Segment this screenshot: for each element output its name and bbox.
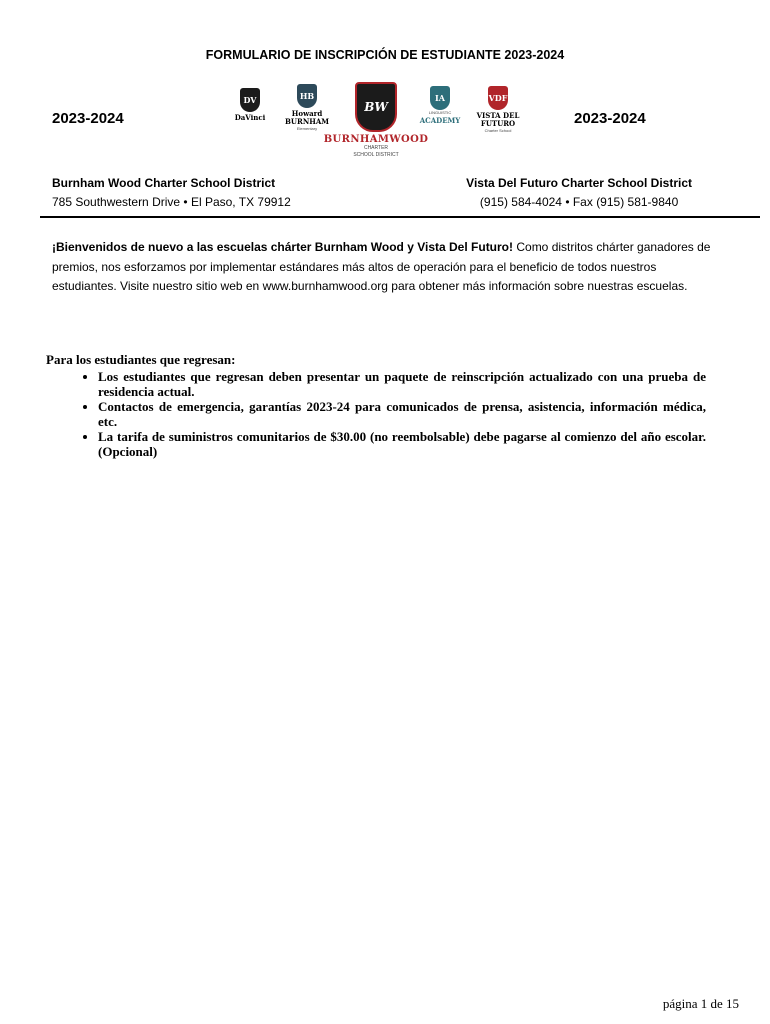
vista-del-futuro-shield-icon: VDF [488,86,508,110]
linguistic-academy-shield-icon: IA [430,86,450,110]
vista-del-futuro-logo [474,86,522,133]
welcome-heading: ¡Bienvenidos de nuevo a las escuelas chárter Burnham Wood y Vista Del Futuro! [52,240,514,254]
linguistic-academy-logo [414,86,466,125]
burnham-wood-district-name: Burnham Wood Charter School District [52,176,276,190]
burnhamwood-logo-district: SCHOOL DISTRICT [353,152,399,158]
vista-del-futuro-logo-name: VISTA DEL FUTURO [476,111,520,128]
list-item: • Los estudiantes que regresan deben presentar un paquete de reinscripción actualizado con una prueba de residencia actual. [98,369,706,399]
list-item: • La tarifa de suministros comunitarios de $30.00 (no reembolsable) debe pagarse al comienzo del año escolar. (Opcional) [98,429,706,459]
welcome-paragraph [52,238,712,297]
burnhamwood-logo-name: BURNHAMWOOD [323,134,429,145]
form-title: FORMULARIO DE INSCRIPCIÓN DE ESTUDIANTE 2023-2024 [205,48,565,62]
burnhamwood-logo-charter: CHARTER [363,145,389,151]
davinci-shield-icon: DV [240,88,260,112]
returning-students-list [46,369,706,459]
returning-students-heading: Para los estudiantes que regresan: [46,352,236,367]
burnhamwood-shield-icon: BW [355,82,397,132]
vista-del-futuro-district-contact: (915) 584-4024 • Fax (915) 581-9840 [479,195,679,209]
linguistic-academy-logo-name: ACADEMY [419,116,461,125]
welcome-text: Como distritos chárter ganadores de premios, nos esforzamos por implementar estándares más altos de operación para el beneficio de todos nuestros estudiantes. Visite nuestro sitio web en www.burnhamwood.org para obtener más información sobre nuestras escuelas. [52,240,711,293]
davinci-logo [228,88,272,122]
vista-del-futuro-logo-sub: Charter School [484,128,512,133]
burnham-wood-district-block [52,174,291,212]
howard-burnham-shield-icon: HB [297,84,317,108]
school-logos [228,82,528,160]
returning-students-section [46,352,706,459]
school-year-left: 2023-2024 [52,110,124,127]
davinci-logo-name: DaVinci [234,113,266,122]
vista-del-futuro-district-name: Vista Del Futuro Charter School District [466,176,692,190]
howard-burnham-logo-sub: Elementary [296,126,318,131]
burnham-wood-district-address: 785 Southwestern Drive • El Paso, TX 79912 [52,195,291,209]
list-item: • Contactos de emergencia, garantías 2023-24 para comunicados de prensa, asistencia, información médica, etc. [98,399,706,429]
vista-del-futuro-district-block [466,174,692,212]
howard-burnham-logo-name: Howard BURNHAM [284,109,330,126]
page-number: página 1 de 15 [662,996,739,1011]
header-divider [40,216,760,218]
linguistic-academy-logo-sub: LINGUISTIC [428,110,452,115]
school-year-right: 2023-2024 [574,110,646,127]
